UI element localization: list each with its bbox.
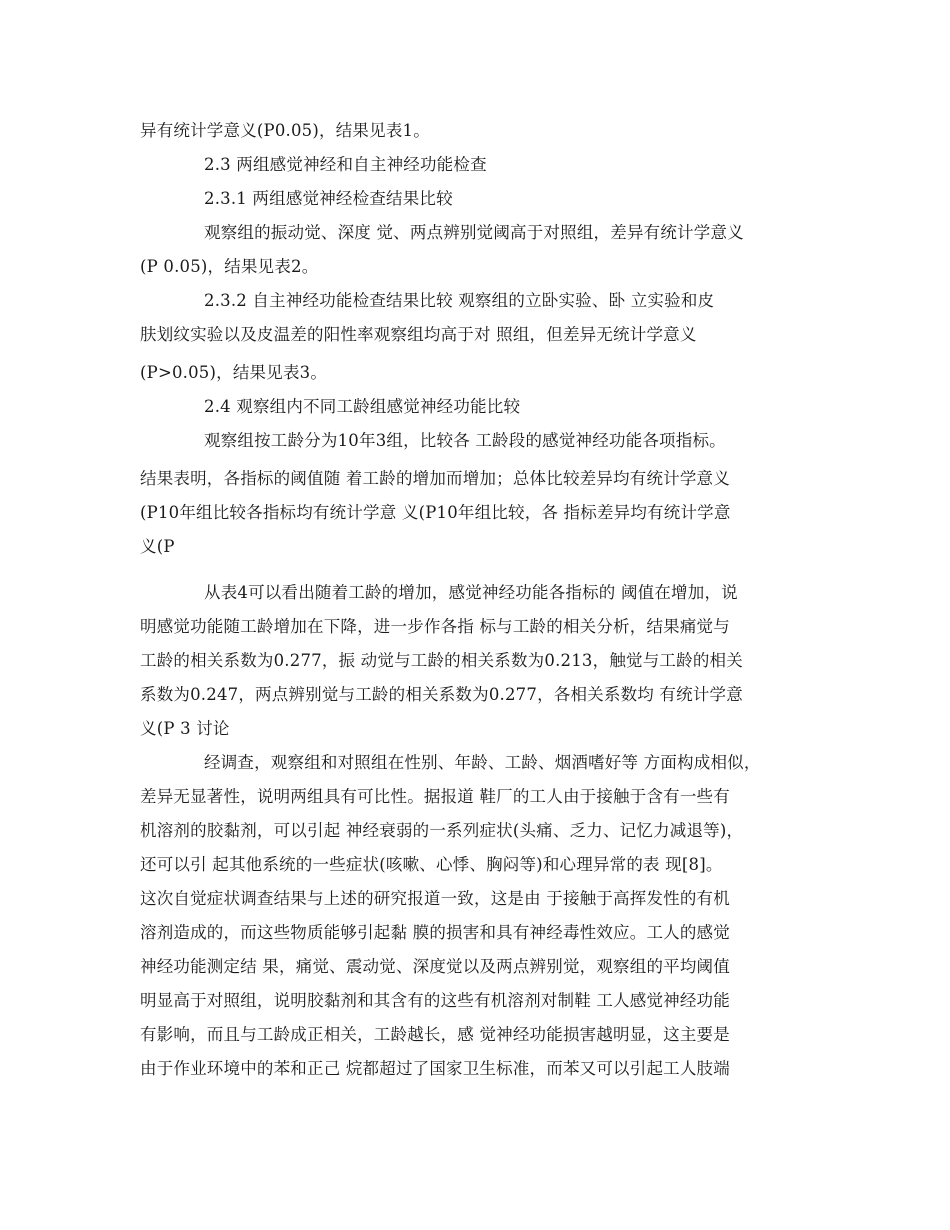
- text-line: 机溶剂的胶黏剂，可以引起 神经衰弱的一系列症状(头痛、乏力、记忆力减退等)，: [140, 821, 744, 840]
- text-line: (P10年组比较各指标均有统计学意 义(P10年组比较，各 指标差异均有统计学意: [140, 503, 731, 522]
- text-line: 异有统计学意义(P0.05)，结果见表1。: [140, 121, 430, 140]
- section-heading: 2.3 两组感觉神经和自主神经功能检查: [204, 155, 487, 174]
- text-line: 系数为0.247，两点辨别觉与工龄的相关系数为0.277，各相关系数均 有统计学意: [140, 685, 743, 704]
- section-heading: 2.4 观察组内不同工龄组感觉神经功能比较: [204, 397, 521, 416]
- text-line: 从表4可以看出随着工龄的增加，感觉神经功能各指标的 阈值在增加，说: [204, 583, 738, 602]
- text-line: 有影响，而且与工龄成正相关，工龄越长，感 觉神经功能损害越明显，这主要是: [140, 1025, 730, 1044]
- text-line: 结果表明，各指标的阈值随 着工龄的增加而增加；总体比较差异均有统计学意义: [140, 469, 730, 488]
- text-line: 神经功能测定结 果，痛觉、震动觉、深度觉以及两点辨别觉，观察组的平均阈值: [140, 957, 730, 976]
- subsection-heading: 2.3.2 自主神经功能检查结果比较 观察组的立卧实验、卧 立实验和皮: [204, 291, 715, 310]
- text-line: 观察组按工龄分为10年3组，比较各 工龄段的感觉神经功能各项指标。: [204, 431, 726, 450]
- section-heading: 义(P 3 讨论: [140, 719, 230, 738]
- text-line: 经调查，观察组和对照组在性别、年龄、工龄、烟酒嗜好等 方面构成相似，: [204, 753, 761, 772]
- text-line: (P 0.05)，结果见表2。: [140, 257, 319, 276]
- text-line: 观察组的振动觉、深度 觉、两点辨别觉阈高于对照组，差异有统计学意义: [204, 223, 744, 242]
- text-line: 差异无显著性，说明两组具有可比性。据报道 鞋厂的工人由于接触于含有一些有: [140, 787, 730, 806]
- text-line: 工龄的相关系数为0.277，振 动觉与工龄的相关系数为0.213，触觉与工龄的相关: [140, 651, 743, 670]
- text-line: 还可以引 起其他系统的一些症状(咳嗽、心悸、胸闷等)和心理异常的表 现[8]。: [140, 855, 723, 874]
- subsection-heading: 2.3.1 两组感觉神经检查结果比较: [204, 189, 453, 208]
- text-line: 明感觉功能随工龄增加在下降，进一步作各指 标与工龄的相关分析，结果痛觉与: [140, 617, 730, 636]
- text-line: 溶剂造成的，而这些物质能够引起黏 膜的损害和具有神经毒性效应。工人的感觉: [140, 923, 730, 942]
- text-line: 由于作业环境中的苯和正己 烷都超过了国家卫生标准，而苯又可以引起工人肢端: [140, 1059, 730, 1078]
- text-line: (P>0.05)，结果见表3。: [140, 363, 328, 382]
- text-line: 肤划纹实验以及皮温差的阳性率观察组均高于对 照组，但差异无统计学意义: [140, 325, 697, 344]
- text-line: 明显高于对照组，说明胶黏剂和其含有的这些有机溶剂对制鞋 工人感觉神经功能: [140, 991, 730, 1010]
- text-line: 这次自觉症状调查结果与上述的研究报道一致，这是由 于接触于高挥发性的有机: [140, 889, 730, 908]
- text-line: 义(P: [140, 537, 175, 556]
